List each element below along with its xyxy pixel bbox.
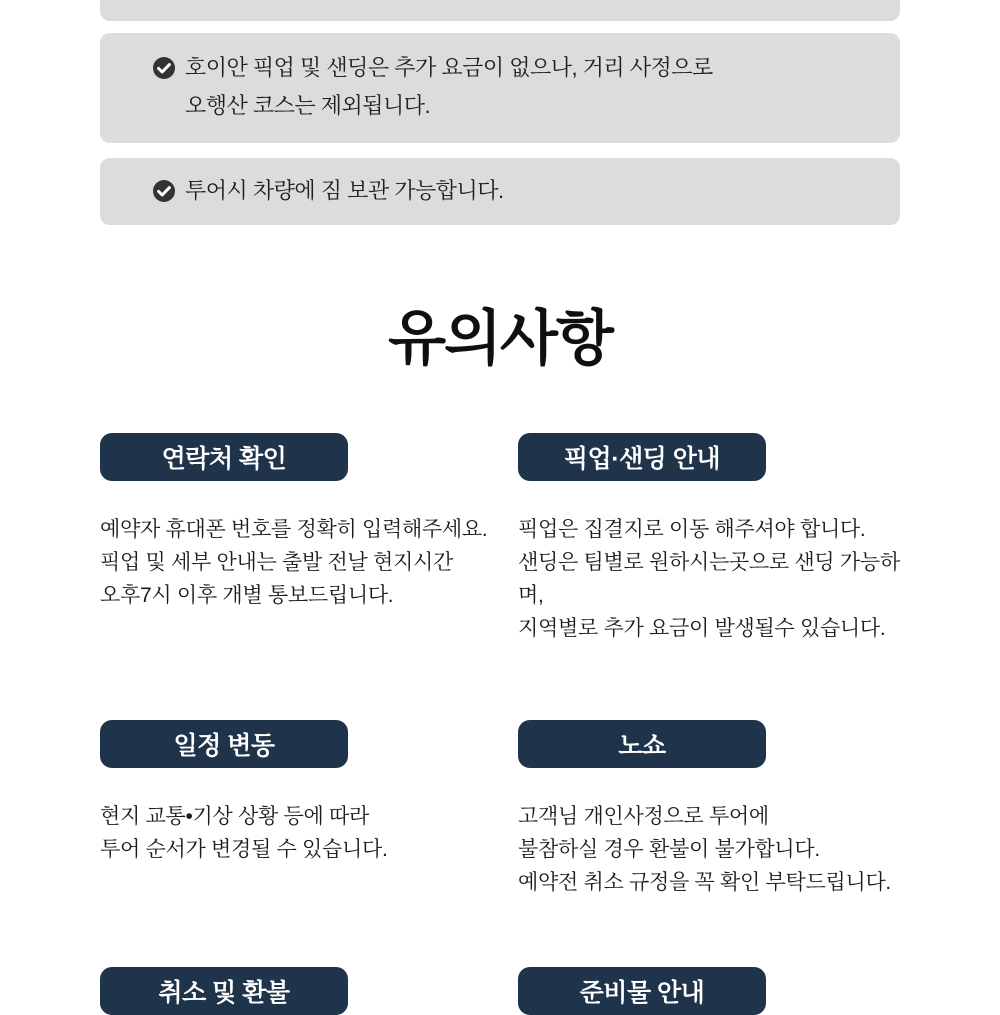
section-body (100, 513, 518, 612)
body-line: 오후7시 이후 개별 통보드립니다. (100, 584, 394, 607)
body-line: 현지 교통•기상 상황 등에 따라 (100, 805, 370, 828)
notice-line: 투어시 차량에 짐 보관 가능합니다. (185, 178, 504, 203)
section-cancel-refund (100, 967, 518, 1015)
section-body (518, 513, 900, 645)
notice-box-luggage (100, 158, 900, 225)
body-line: 고객님 개인사정으로 투어에 (518, 805, 769, 828)
check-circle-icon (152, 56, 176, 80)
body-line: 픽업은 집결지로 이동 해주셔야 합니다. (518, 518, 866, 541)
section-row (100, 433, 900, 645)
section-contact-check (100, 433, 518, 645)
body-line: 투어 순서가 변경될 수 있습니다. (100, 838, 388, 861)
page-title: 유의사항 (388, 305, 612, 372)
section-pickup-sending (518, 433, 900, 645)
body-line: 예약자 휴대폰 번호를 정확히 입력해주세요. (100, 518, 488, 541)
body-line: 불참하실 경우 환불이 불가합니다. (518, 838, 820, 861)
section-heading-pill: 연락처 확인 (100, 433, 348, 481)
section-heading-pill: 취소 및 환불 (100, 967, 348, 1015)
section-heading-pill: 픽업·샌딩 안내 (518, 433, 766, 481)
section-no-show (518, 720, 900, 899)
section-heading-pill: 노쇼 (518, 720, 766, 768)
section-body (518, 800, 900, 899)
section-preparation (518, 967, 900, 1015)
notice-text (185, 49, 713, 125)
section-heading-pill: 일정 변동 (100, 720, 348, 768)
notice-line: 호이안 픽업 및 샌딩은 추가 요금이 없으나, 거리 사정으로 (185, 55, 713, 80)
section-row (100, 967, 900, 1015)
section-heading-pill: 준비물 안내 (518, 967, 766, 1015)
notice-box-partial (100, 0, 900, 21)
body-line: 샌딩은 팀별로 원하시는곳으로 샌딩 가능하며, (518, 551, 900, 607)
section-row (100, 720, 900, 899)
notice-line: 오행산 코스는 제외됩니다. (185, 93, 431, 118)
section-schedule-change (100, 720, 518, 899)
body-line: 픽업 및 세부 안내는 출발 전날 현지시간 (100, 551, 453, 574)
section-body (100, 800, 518, 866)
notice-box-pickup-fee (100, 33, 900, 143)
notice-text (185, 172, 504, 210)
check-circle-icon (152, 179, 176, 203)
body-line: 예약전 취소 규정을 꼭 확인 부탁드립니다. (518, 871, 891, 894)
body-line: 지역별로 추가 요금이 발생될수 있습니다. (518, 617, 886, 640)
